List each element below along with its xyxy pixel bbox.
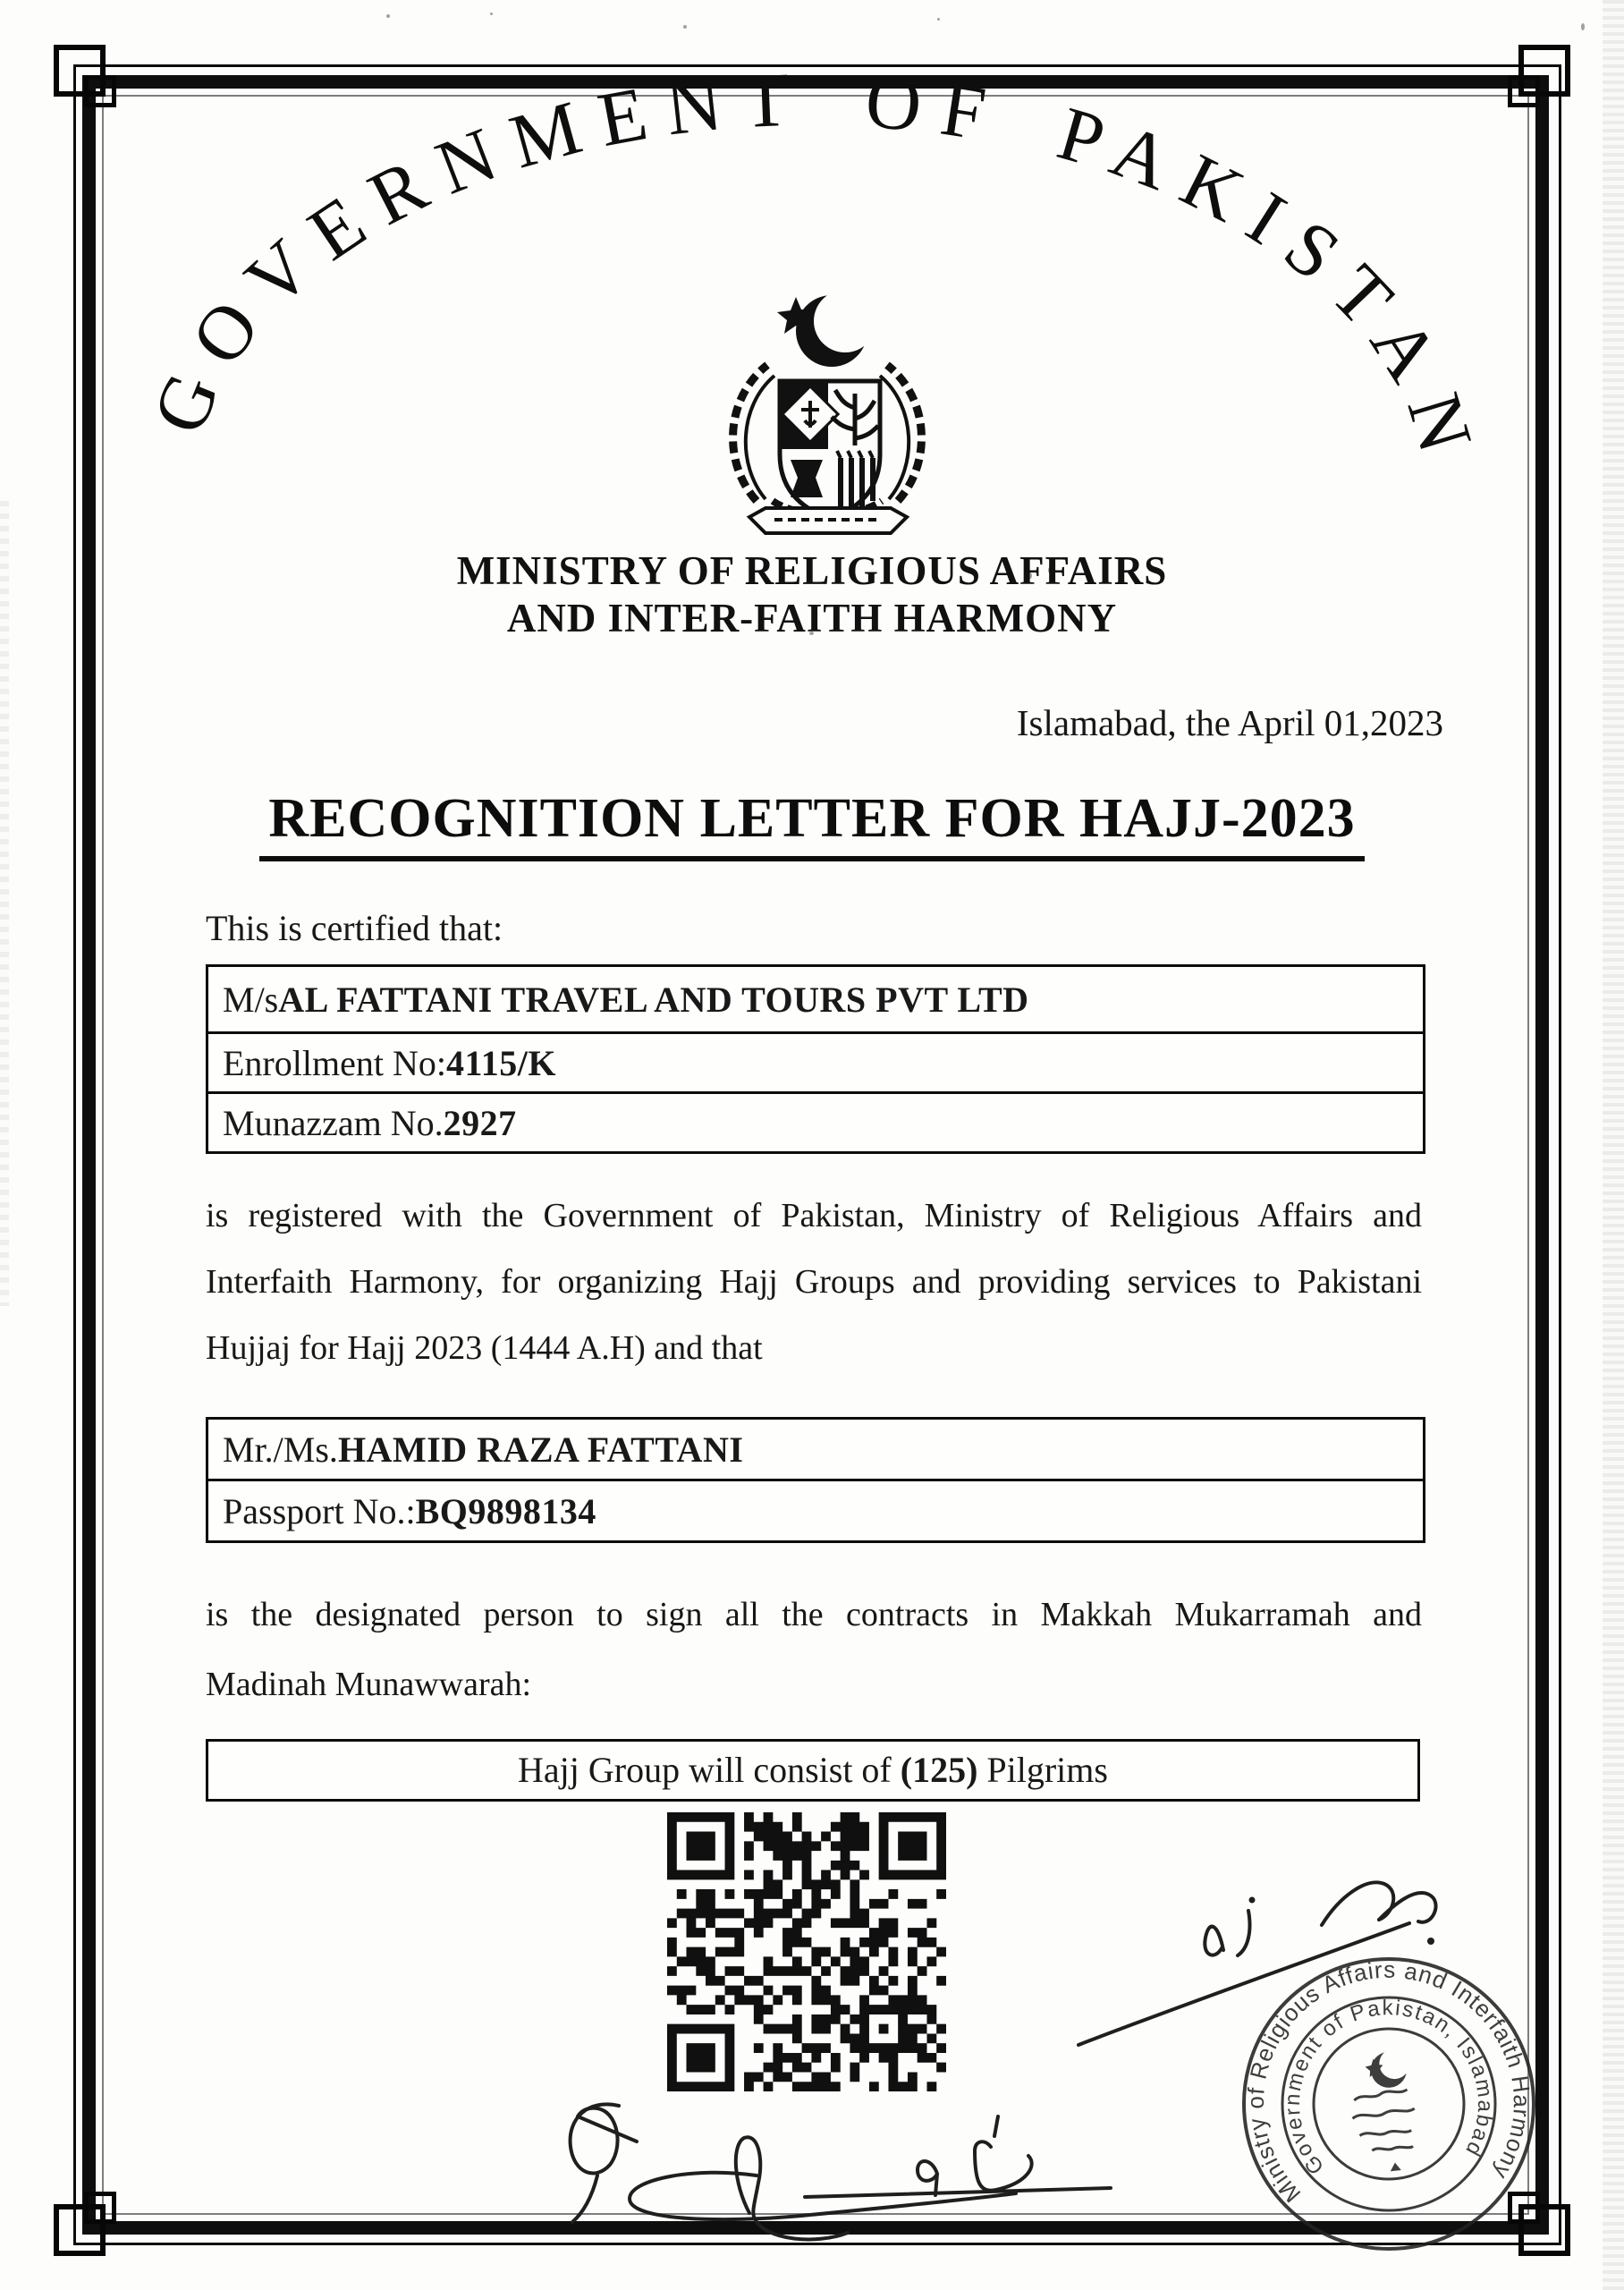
date-line: Islamabad, the April 01,2023 (1016, 702, 1443, 743)
group-size-prefix: Hajj Group will consist of (518, 1750, 901, 1790)
qr-code (667, 1812, 946, 2091)
person-name-row (208, 1420, 1423, 1481)
person-details-box (206, 1417, 1425, 1543)
designation-paragraph (206, 1580, 1422, 1719)
ministry-line-2: AND INTER-FAITH HARMONY (506, 596, 1118, 640)
paragraph-line: is registered with the Government of Pakistan, Ministry of Religious Affairs and (206, 1197, 1422, 1234)
company-name-row (208, 967, 1423, 1034)
paragraph-line: Hujjaj for Hajj 2023 (1444 A.H) and that (206, 1329, 763, 1367)
pakistan-emblem-icon (690, 276, 964, 544)
enrollment-value: 4115/K (445, 1042, 556, 1083)
certify-intro: This is certified that: (206, 908, 503, 948)
stamp-inner-text: Government of Pakistan, Islamabad (1280, 1996, 1498, 2179)
passport-label: Passport No.: (223, 1490, 416, 1531)
person-name-prefix: Mr./Ms. (223, 1429, 338, 1470)
passport-row (208, 1481, 1423, 1540)
munazzam-value: 2927 (443, 1102, 517, 1143)
company-name-prefix: M/s (223, 979, 279, 1020)
company-details-box (206, 964, 1425, 1154)
registration-paragraph (206, 1183, 1422, 1381)
paragraph-line: is the designated person to sign all the contracts in Makkah Mukarramah and (206, 1596, 1422, 1633)
munazzam-label: Munazzam No. (223, 1102, 444, 1143)
enrollment-label: Enrollment No: (223, 1042, 446, 1083)
group-size-count: (125) (900, 1750, 978, 1790)
ministry-line-1: MINISTRY OF RELIGIOUS AFFAIRS (456, 548, 1168, 593)
munazzam-row (208, 1094, 1423, 1151)
person-name-value: HAMID RAZA FATTANI (337, 1429, 744, 1470)
group-size-suffix: Pilgrims (977, 1750, 1108, 1790)
ministry-heading (0, 547, 1624, 642)
paragraph-line: Interfaith Harmony, for organizing Hajj Groups and providing services to Pakistani (206, 1263, 1422, 1301)
stamp-outer-text: Ministry of Religious Affairs and Interfaith Harmony (1241, 1955, 1535, 2209)
corner-ornament (84, 2192, 116, 2224)
enrollment-row (208, 1034, 1423, 1094)
passport-value: BQ9898134 (415, 1490, 596, 1531)
corner-ornament (1508, 2192, 1540, 2224)
page-title: RECOGNITION LETTER FOR HAJJ-2023 (259, 787, 1364, 861)
group-size-box (206, 1739, 1420, 1802)
arch-title-text: GOVERNMENT OF PAKISTAN (135, 55, 1491, 466)
paragraph-line: Madinah Munawwarah: (206, 1666, 532, 1703)
company-name-value: AL FATTANI TRAVEL AND TOURS PVT LTD (278, 979, 1029, 1020)
